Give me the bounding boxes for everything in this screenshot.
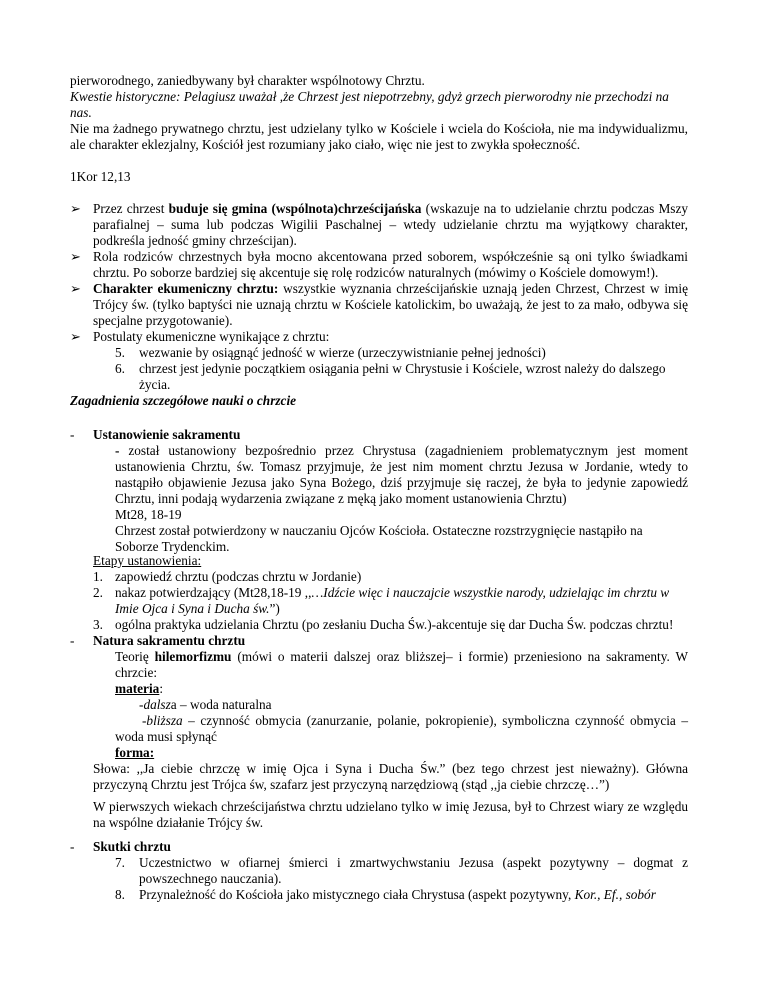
label-forma: forma: — [115, 745, 155, 760]
heading-ustanowienie: Ustanowienie sakramentu — [93, 427, 241, 442]
paragraph-kwestie-historyczne: Kwestie historyczne: Pelagiusz uważał ,że Chrzest jest niepotrzebny, gdyż grzech pierworodny nie przechodzi na nas. — [70, 89, 669, 120]
list-number: 3. — [93, 617, 103, 632]
reference-mt28: Mt28, 18-19 — [115, 507, 182, 522]
list-number: 2. — [93, 585, 103, 600]
list-item: Uczestnictwo w ofiarnej śmierci i zmartwychwstaniu Jezusa (aspekt pozytywny – dogmat z powszechnego nauczania). — [139, 855, 688, 886]
paragraph-intro: pierworodnego, zaniedbywany był charakter wspólnotowy Chrztu. — [70, 73, 425, 88]
arrow-bullet-icon: ➢ — [70, 329, 81, 344]
list-number: 6. — [115, 361, 125, 376]
label-materia: materia: — [115, 681, 164, 696]
arrow-bullet-icon: ➢ — [70, 281, 81, 296]
bullet-charakter-ekumeniczny: Charakter ekumeniczny chrztu: wszystkie wyznania chrześcijańskie uznają jeden Chrzest, Chrzest w imię Trójcy św. (tylko baptyści nie uznają chrztu w Kościele katolickim, bo uważają, że jest to za mało, odbywa się specjalne przygotowanie). — [93, 281, 688, 328]
materia-blizsza: -bliższa – czynność obmycia (zanurzanie, polanie, pokropienie), symboliczna czynność obmycia – woda musi spłynąć — [115, 713, 688, 744]
list-item: wezwanie by osiągnąć jedność w wierze (urzeczywistnianie pełnej jedności) — [139, 345, 546, 360]
list-item: Przynależność do Kościoła jako mistycznego ciała Chrystusa (aspekt pozytywny, Kor., Ef., sobór — [139, 887, 656, 902]
paragraph-ojcowie-kosciola: Chrzest został potwierdzony w nauczaniu Ojców Kościoła. Ostateczne rozstrzygnięcie nastąpiło na Soborze Trydenckim. — [115, 523, 643, 554]
heading-skutki-chrztu: Skutki chrztu — [93, 839, 171, 854]
paragraph-ustanowienie: - został ustanowiony bezpośrednio przez Chrystusa (zagadnieniem problematycznym jest moment ustanowienia Chrztu, św. Tomasz przyjmuje, że jest nim moment chrztu Jezusa w Jordanie, wtedy to nastąpiło objawienie Jezusa jako Syna Bożego, dziś przyjmuje się raczej, że była to jedynie zapowiedź Chrztu, inni podają wydarzenia związane z męką jako moment ustanowienia Chrztu) — [115, 443, 688, 506]
arrow-bullet-icon: ➢ — [70, 249, 81, 264]
bullet-rodzice-chrzestni: Rola rodziców chrzestnych była mocno akcentowana przed soborem, współcześnie są oni tylko świadkami chrztu. Po soborze bardziej się akcentuje się rolę rodziców naturalnych (mówimy o Kościele domowym!). — [93, 249, 688, 280]
list-item: chrzest jest jedynie początkiem osiągania pełni w Chrystusie i Kościele, wzrost należy do dalszego życia. — [139, 361, 666, 392]
paragraph-prywatny-chrzest: Nie ma żadnego prywatnego chrztu, jest udzielany tylko w Kościele i wciela do Kościoła, nie ma indywidualizmu, ale charakter eklezjalny, Kościół jest rozumiany jako ciało, więc nie jest to zwykła społeczność. — [70, 121, 688, 152]
list-item: nakaz potwierdzający (Mt28,18-19 ,,…Idźcie więc i nauczajcie wszystkie narody, udzielając im chrztu w Imie Ojca i Syna i Ducha św.”) — [115, 585, 670, 616]
dash-bullet: - — [70, 839, 75, 854]
dash-bullet: - — [70, 427, 75, 442]
dash-bullet: - — [70, 633, 75, 648]
paragraph-slowa: Słowa: ,,Ja ciebie chrzczę w imię Ojca i Syna i Ducha Św.” (bez tego chrzest jest nieważny). Główna przyczyną Chrztu jest Trójca św, szafarz jest przyczyną narzędziową (stąd ,,ja ciebie chrzczę…”) — [93, 761, 688, 792]
list-item: ogólna praktyka udzielania Chrztu (po zesłaniu Ducha Św.)-akcentuje się dar Ducha Św. podczas chrztu! — [115, 617, 674, 632]
list-number: 7. — [115, 855, 125, 870]
bullet-gmina: Przez chrzest buduje się gmina (wspólnota)chrześcijańska (wskazuje na to udzielanie chrztu podczas Mszy parafialnej – suma lub podczas Wigilii Paschalnej – wtedy udzielanie chrztu ma wyjątkowy charakter, podkreśla jedność gminy chrześcijan). — [93, 201, 689, 248]
list-number: 8. — [115, 887, 125, 902]
paragraph-hilemorfizm: Teorię hilemorfizmu (mówi o materii dalszej oraz bliższej– i formie) przeniesiono na sakramenty. W chrzcie: — [115, 649, 688, 680]
bullet-postulaty: Postulaty ekumeniczne wynikające z chrztu: — [93, 329, 330, 344]
heading-natura-sakramentu: Natura sakramentu chrztu — [93, 633, 246, 648]
materia-dalsza: -dalsza – woda naturalna — [139, 697, 272, 712]
list-number: 1. — [93, 569, 103, 584]
section-heading-zagadnienia: Zagadnienia szczegółowe nauki o chrzcie — [70, 393, 297, 408]
paragraph-pierwsze-wieki: W pierwszych wiekach chrześcijaństwa chrztu udzielano tylko w imię Jezusa, był to Chrzest wiary ze względu na wspólne działanie Trójcy św. — [93, 799, 688, 830]
arrow-bullet-icon: ➢ — [70, 201, 81, 216]
list-number: 5. — [115, 345, 125, 360]
label-etapy-ustanowienia: Etapy ustanowienia: — [93, 553, 202, 568]
reference-1kor: 1Kor 12,13 — [70, 169, 131, 184]
list-item: zapowiedź chrztu (podczas chrztu w Jordanie) — [115, 569, 362, 584]
